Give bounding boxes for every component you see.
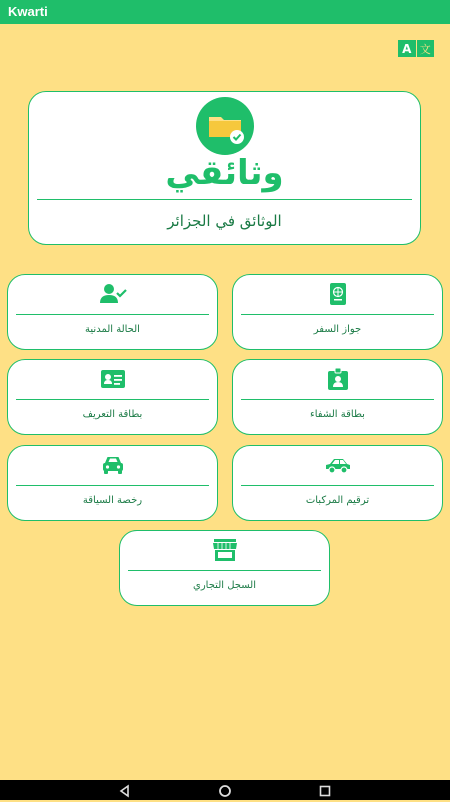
card-label: بطاقة الشفاء [310, 409, 365, 420]
card-civil-status[interactable] [7, 274, 218, 350]
translate-icon-letter: A [398, 40, 416, 57]
app-bar [0, 0, 450, 24]
passport-icon [324, 283, 352, 305]
card-divider [241, 399, 434, 400]
folder-check-icon [196, 97, 254, 155]
app-title: Kwarti [8, 4, 48, 19]
hero-subtitle: الوثائق في الجزائر [167, 212, 282, 230]
card-vehicle-registration[interactable] [232, 445, 443, 521]
card-label: رخصة السياقة [82, 495, 143, 506]
hero-divider [37, 199, 412, 200]
id-card-icon [99, 368, 127, 390]
translate-button[interactable] [398, 40, 434, 57]
card-divider [241, 314, 434, 315]
user-check-icon [99, 283, 127, 305]
card-label: بطاقة التعريف [82, 409, 143, 420]
card-label: ترقيم المركبات [305, 495, 370, 506]
system-nav-bar [0, 780, 450, 800]
card-label: الحالة المدنية [85, 324, 140, 335]
card-id-card[interactable] [7, 359, 218, 435]
back-icon[interactable] [118, 783, 132, 797]
badge-card-icon [324, 368, 352, 390]
car-front-icon [99, 454, 127, 476]
car-side-icon [324, 454, 352, 476]
store-icon [211, 539, 239, 561]
card-driving-license[interactable] [7, 445, 218, 521]
card-commercial-register[interactable] [119, 530, 330, 606]
hero-card [28, 91, 421, 245]
card-divider [16, 399, 209, 400]
card-chifa-card[interactable] [232, 359, 443, 435]
card-divider [241, 485, 434, 486]
home-icon[interactable] [218, 783, 232, 797]
card-label: السجل التجاري [193, 580, 256, 591]
recents-icon[interactable] [318, 783, 332, 797]
hero-title: وثائقي [165, 153, 284, 193]
translate-icon-glyph: 文 [417, 40, 435, 57]
card-passport[interactable] [232, 274, 443, 350]
card-divider [128, 570, 321, 571]
card-label: جواز السفر [313, 324, 362, 335]
card-divider [16, 314, 209, 315]
card-divider [16, 485, 209, 486]
